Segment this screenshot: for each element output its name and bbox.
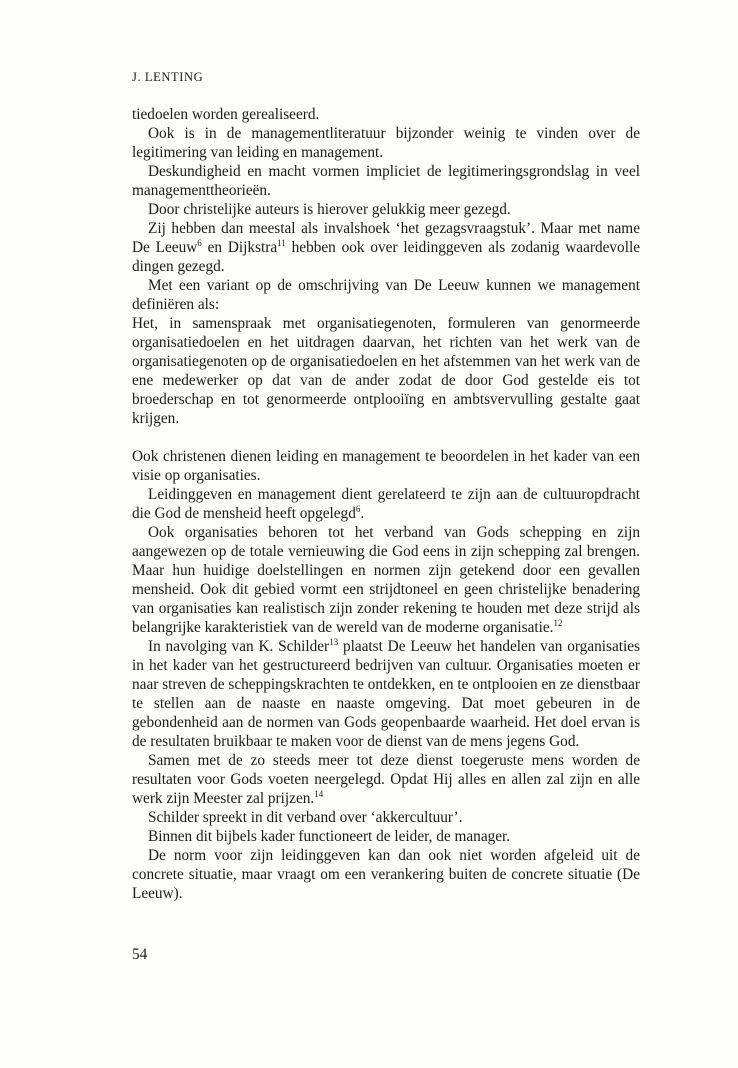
body-text bbox=[132, 105, 640, 903]
paragraph bbox=[132, 105, 640, 124]
footnote-ref: 13 bbox=[329, 637, 339, 647]
text-segment: Ook is in de managementliteratuur bijzonder weinig te vinden over de legitimering van leiding en management. bbox=[132, 125, 640, 161]
page-number: 54 bbox=[132, 946, 148, 963]
footnote-ref: 14 bbox=[314, 789, 324, 799]
running-head: J. LENTING bbox=[132, 70, 204, 84]
paragraph bbox=[132, 276, 640, 314]
paragraph bbox=[132, 219, 640, 276]
text-segment: hebben ook over leidinggeven als zodanig waardevolle dingen gezegd. bbox=[132, 239, 640, 275]
page-body bbox=[132, 70, 640, 903]
paragraph bbox=[132, 314, 640, 428]
paragraph bbox=[132, 447, 640, 485]
paragraph bbox=[132, 846, 640, 903]
text-segment: Zij hebben dan meestal als invalshoek ‘het gezagsvraagstuk’. Maar met name De Leeuw bbox=[132, 220, 640, 256]
paragraph bbox=[132, 124, 640, 162]
paragraph bbox=[132, 808, 640, 827]
paragraph bbox=[132, 162, 640, 200]
text-segment: Met een variant op de omschrijving van De Leeuw kunnen we management definiëren als: bbox=[132, 277, 640, 313]
paragraph bbox=[132, 637, 640, 751]
text-segment: plaatst De Leeuw het handelen van organisaties in het kader van het gestructureerd bedrijven van cultuur. Organisaties moeten er naar streven de scheppingskrachten te ontdekken, en te ontplooien en ze dienstbaar te stellen aan de naaste en naaste omgeving. Dat moet gebeuren in de gebondenheid aan de normen van Gods geopenbaarde waarheid. Het doel ervan is de resultaten bruikbaar te maken voor de dienst van de mens jegens God. bbox=[132, 638, 641, 750]
paragraph bbox=[132, 827, 640, 846]
text-segment: De norm voor zijn leidinggeven kan dan ook niet worden afgeleid uit de concrete situatie, maar vraagt om een verankering buiten de concrete situatie (De Leeuw). bbox=[132, 847, 640, 902]
footnote-ref: 11 bbox=[277, 238, 286, 248]
text-segment: Ook christenen dienen leiding en management te beoordelen in het kader van een visie op organisaties. bbox=[132, 448, 640, 484]
text-segment: Deskundigheid en macht vormen impliciet de legitimeringsgrondslag in veel managementtheorieën. bbox=[132, 163, 640, 199]
text-segment: tiedoelen worden gerealiseerd. bbox=[132, 106, 320, 123]
text-segment: en Dijkstra bbox=[201, 239, 278, 256]
text-segment: Samen met de zo steeds meer tot deze dienst toegeruste mens worden de resultaten voor Gods voeten neergelegd. Opdat Hij alles en allen zal zijn en alle werk zijn Meester zal prijzen. bbox=[132, 752, 640, 807]
text-segment: Schilder spreekt in dit verband over ‘akkercultuur’. bbox=[148, 809, 463, 826]
text-segment: In navolging van K. Schilder bbox=[148, 638, 330, 655]
text-segment: Leidinggeven en management dient gerelateerd te zijn aan de cultuuropdracht die God de mensheid heeft opgelegd bbox=[132, 486, 640, 522]
text-segment: Door christelijke auteurs is hierover gelukkig meer gezegd. bbox=[148, 201, 511, 218]
paragraph bbox=[132, 751, 640, 808]
text-segment: . bbox=[360, 505, 365, 522]
paragraph bbox=[132, 485, 640, 523]
text-segment: Het, in samenspraak met organisatiegenoten, formuleren van genormeerde organisatiedoelen en het uitdragen daarvan, het richten van het werk van de organisatiegenoten op de organisatiedoelen en het afstemmen van het werk van de ene medewerker op dat van de ander zodat de door God gestelde eis tot broederschap en tot genormeerde ontplooiïng en ambtsvervulling gestalte gaat krijgen. bbox=[132, 315, 640, 427]
paragraph bbox=[132, 523, 640, 637]
footnote-ref: 6 bbox=[355, 504, 361, 514]
paragraph bbox=[132, 200, 640, 219]
text-segment: Ook organisaties behoren tot het verband van Gods schepping en zijn aangewezen op de totale vernieuwing die God eens in zijn schepping zal brengen. Maar hun huidige doelstellingen en normen zijn getekend door een gevallen mensheid. Ook dit gebied vormt een strijdtoneel en geen christelijke benadering van organisaties kan realistisch zijn zonder rekening te houden met deze strijd als belangrijke karakteristiek van de wereld van de moderne organisatie. bbox=[132, 524, 640, 636]
footnote-ref: 6 bbox=[197, 238, 202, 248]
footnote-ref: 12 bbox=[553, 618, 563, 628]
text-segment: Binnen dit bijbels kader functioneert de leider, de manager. bbox=[148, 828, 511, 845]
